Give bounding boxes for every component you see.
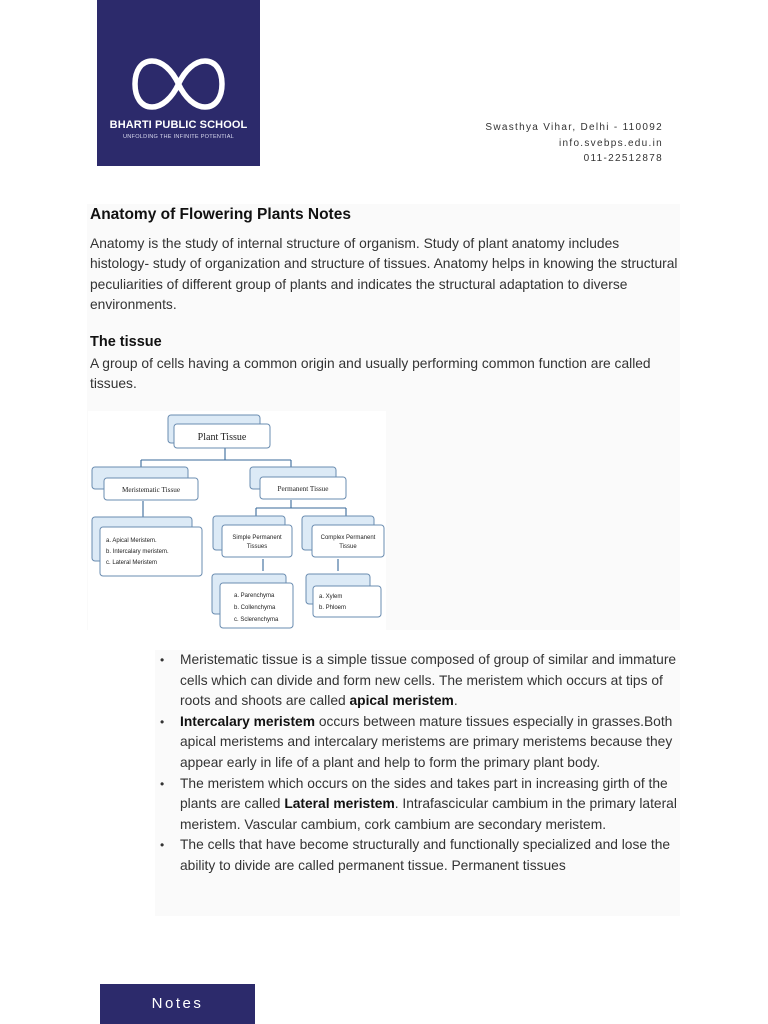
- logo-name: BHARTI PUBLIC SCHOOL: [109, 119, 248, 131]
- diagram-complex-item-1: a. Xylem: [319, 594, 343, 600]
- logo-tagline: UNFOLDING THE INFINITE POTENTIAL: [122, 134, 235, 140]
- diagram-complex-item-2: b. Phloem: [319, 605, 347, 611]
- notes-footer-tab: Notes: [100, 984, 255, 1024]
- diagram-simple-label-1: Simple Permanent: [232, 535, 282, 541]
- plant-tissue-diagram: [88, 411, 386, 630]
- list-item: • The meristem which occurs on the sides and takes part in increasing girth of the plants are called Lateral meristem. Intrafascicular cambium in the primary lateral meristem. Vascular cambium, cork cambium are secondary meristem.: [180, 774, 680, 836]
- list-item: • Intercalary meristem occurs between mature tissues especially in grasses.Both apical meristems and intercalary meristems are primary meristems because they appear early in life of a plant and help to form the primary plant body.: [180, 712, 680, 774]
- school-logo: [97, 0, 260, 166]
- email: info.svebps.edu.in: [558, 137, 663, 149]
- address: Swasthya Vihar, Delhi - 110092: [485, 122, 663, 133]
- diagram-simple-label-2: Tissues: [246, 544, 268, 550]
- bullet-list: [155, 650, 680, 916]
- list-item: • The cells that have become structurally and functionally specialized and lose the ability to divide are called permanent tissue. Permanent tissues: [180, 835, 680, 876]
- list-item: • Meristematic tissue is a simple tissue composed of group of similar and immature cells which can divide and form new cells. The meristem which occurs at tips of roots and shoots are called apical meristem.: [180, 650, 680, 712]
- tissue-heading: The tissue: [90, 334, 162, 350]
- page-title: Anatomy of Flowering Plants Notes: [90, 206, 351, 223]
- infinity-logo-icon: [132, 56, 225, 112]
- diagram-simple-item-2: b. Collenchyma: [234, 605, 276, 611]
- diagram-meristematic-label: Meristematic Tissue: [121, 486, 181, 494]
- contact-info: [485, 120, 663, 167]
- diagram-complex-label-2: Tissue: [339, 544, 357, 550]
- diagram-meristem-item-1: a. Apical Meristem.: [106, 538, 157, 544]
- tissue-paragraph: A group of cells having a common origin and usually performing common function are called tissues.: [90, 356, 651, 392]
- diagram-simple-item-1: a. Parenchyma: [234, 593, 275, 599]
- diagram-simple-item-3: c. Sclerenchyma: [234, 617, 279, 623]
- diagram-meristem-item-2: b. Intercalary meristem.: [106, 549, 169, 555]
- diagram-complex-label-1: Complex Permanent: [320, 535, 376, 541]
- diagram-root-label: Plant Tissue: [197, 432, 247, 443]
- diagram-permanent-label: Permanent Tissue: [277, 485, 329, 493]
- phone: 011-22512878: [583, 153, 663, 164]
- intro-paragraph: Anatomy is the study of internal structure of organism. Study of plant anatomy includes histology- study of organization and structure of tissues. Anatomy helps in knowing the structural peculiarities of different group of plants and indicates the structural adaptation to diverse environments.: [90, 236, 678, 313]
- diagram-meristem-item-3: c. Lateral Meristem: [106, 560, 158, 566]
